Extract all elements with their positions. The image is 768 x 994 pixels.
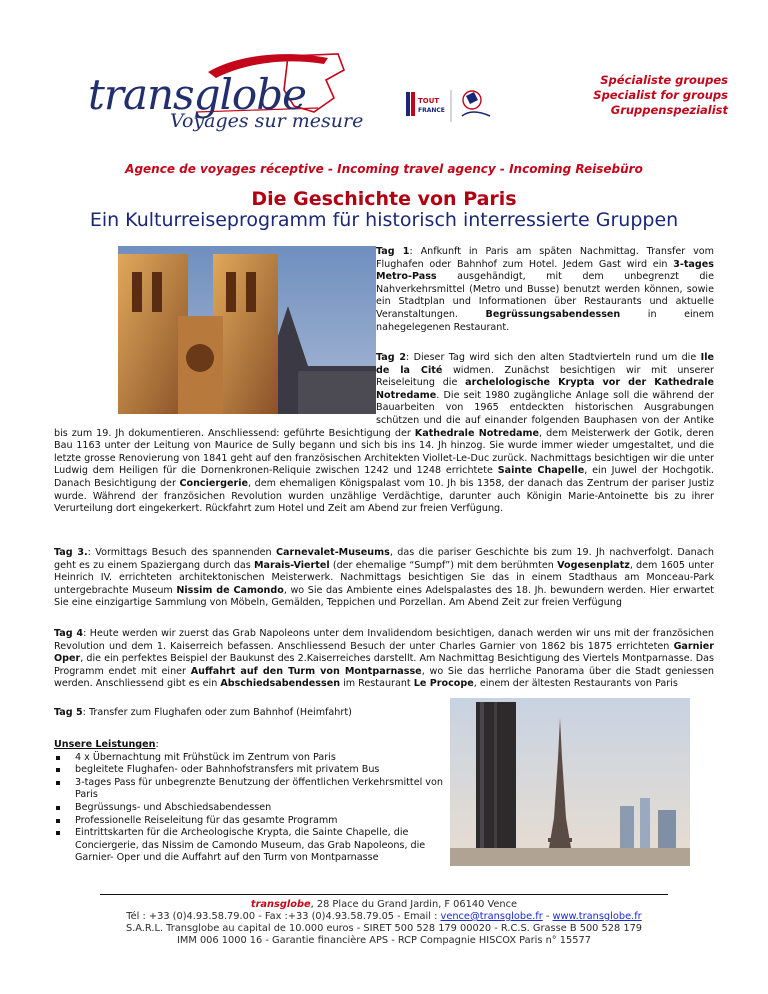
day-highlight: Ile de la Cité: [376, 352, 714, 376]
list-item: Professionelle Reiseleitung für das gesamte Programm: [54, 815, 446, 828]
list-item: begleitete Flughafen- oder Bahnhofstransfers mit privatem Bus: [54, 764, 446, 777]
day-text: : Heute werden wir zuerst das Grab Napoleons unter dem Invalidendom besichtigen, danach werden wir uns mit der französichen Revolution und dem 1. Kaiserreich befassen. Anschliessend Besuch der unter Charles Garnier von 1862 bis 1875 errichteten: [54, 628, 714, 652]
footer-address: , 28 Place du Grand Jardin, F 06140 Vence: [310, 899, 518, 910]
day-1: [376, 246, 714, 334]
day-text: ausgehändigt, mit dem unbegrenzt die Nahverkehrsmittel (Metro und Busse) benutzt werden können, sowie ein Stadtplan und Informationen über Restaurants und aktuelle Veranstaltungen.: [376, 271, 714, 320]
day-highlight: Begrüssungsabendessen: [485, 308, 621, 320]
website-link[interactable]: www.transglobe.fr: [552, 911, 642, 922]
day-highlight: Marais-Viertel: [253, 559, 330, 571]
day-text: widmen. Zunächst besichtigen wir mit unserer Reiseleitung die: [376, 364, 714, 389]
footer-legal-line: S.A.R.L. Transglobe au capital de 10.000 euros - SIRET 500 528 179 00020 - R.C.S. Grasse B 500 528 179: [125, 923, 643, 934]
day-highlight: Conciergerie: [179, 477, 249, 489]
footer-insurance-line: IMM 006 1000 16 - Garantie financière APS - RCP Compagnie HISCOX Paris n° 15577: [177, 935, 591, 946]
svg-text:TOUT: TOUT: [418, 97, 440, 105]
day-text: , wo Sie das Ambiente eines Adelspalastes des 18. Jh. bewundern werden. Hier erwartet Sie eine einzigartige Sammlung von Möbeln, Gemälden, Teppichen und Porzellan. Am Abend Zeit zur freien Verfügung: [54, 584, 714, 609]
day-text: , die ein perfektes Beispiel der Baukunst des 2.Kaiserreiches darstellt. Am Nachmittag Besichtigung des Viertels Montparnasse. Das Programm endet mit einer: [54, 653, 714, 677]
list-item: 3-tages Pass für unbegrenzte Benutzung der öffentlichen Verkehrsmittel von Paris: [54, 777, 446, 802]
services-heading: Unsere Leistungen: [54, 739, 156, 750]
logo-slogan: Voyages sur mesure: [170, 110, 364, 132]
services-section: [54, 739, 446, 865]
day-3: [54, 547, 714, 610]
day-text: . Die seit 1980 zugängliche Anlage soll die während der Bauarbeiten von 1965 entdeckten historischen Ausgrabungen schützen und die auf einander folgenden Bauphasen von der Antike bis zum 19. Jh dokumentieren. Anschliessend: geführte Besichtigung der: [54, 389, 714, 439]
day-label: Tag 3.: [54, 547, 88, 558]
partner-logos: [404, 86, 496, 126]
footer-contact-line: [100, 911, 668, 923]
day-text: in einem nahegelegenen Restaurant.: [376, 308, 714, 333]
day-text: , das die pariser Geschichte bis zum 19. Jh nachverfolgt. Danach geht es zu einem Spaziergang durch das: [54, 547, 714, 571]
list-item: 4 x Übernachtung mit Frühstück im Zentrum von Paris: [54, 752, 446, 765]
day-text: , dem Meisterwerk der Gotik, deren Bau 1163 unter der Leitung von Maurice de Sully begann und sich bis ins 14. Jh hinzog. Sie wurde immer wieder umgestaltet, und die letzte grosse Renovierung von 1841 geht auf den französischen Architekten Viollet-Le-Duc zurück. Nachmittags besichtigen wir die unter Ludwig dem Heiligen für die Dornenkronen-Reliquie zwischen 1242 und 1248 errichtete: [54, 427, 714, 477]
email-link[interactable]: vence@transglobe.fr: [440, 911, 543, 922]
day-highlight: Le Procope: [413, 678, 474, 690]
day-text: : Dieser Tag wird sich den alten Stadtvierteln rund um die: [406, 352, 701, 363]
day-label: Tag 5: [54, 707, 83, 718]
day-text: : Transfer zum Flughafen oder zum Bahnhof (Heimfahrt): [82, 707, 352, 718]
day-highlight: Vogesenplatz: [557, 559, 630, 571]
day-highlight: Kathedrale Notredame: [414, 427, 540, 439]
tagline-de: Gruppenspezialist: [610, 103, 728, 117]
footer-separator: -: [542, 911, 553, 922]
day-text: , ein Juwel der Hochgotik. Danach Besichtigung der: [54, 465, 714, 489]
list-item: Begrüssungs- und Abschiedsabendessen: [54, 802, 446, 815]
footer-brand: transglobe: [250, 899, 311, 910]
services-colon: :: [155, 739, 159, 750]
day-highlight: Abschiedsabendessen: [220, 678, 341, 690]
day-text: im Restaurant: [340, 678, 414, 690]
logo-wordmark: transglobe: [88, 70, 306, 119]
day-4: [54, 628, 714, 691]
day-text: : Vormittags Besuch des spannenden: [87, 547, 276, 558]
footer: [100, 894, 668, 947]
day-highlight: archelologische Krypta vor der Kathedrale Notredame: [376, 377, 714, 401]
day-2: [54, 352, 714, 516]
day-label: Tag 1: [376, 246, 410, 257]
list-item: Eintrittskarten für die Archeologische Krypta, die Sainte Chapelle, die Conciergerie, das Nissim de Camondo Museum, das Grab Napoleons, die Garnier- Oper und die Auffahrt auf den Turm von Montparnasse: [54, 827, 446, 865]
day-text: , einem der ältesten Restaurants von Paris: [473, 678, 678, 690]
services-list: [54, 752, 446, 865]
day-text: , dem 1605 unter Heinrich IV. errichteten architektonischen Meisterwerk. Nachmittags besichtigen Sie das in einem Stadthaus am Monceau-Park untergebrachte Museum: [54, 559, 714, 596]
svg-text:FRANCE: FRANCE: [418, 107, 445, 114]
day-highlight: Garnier Oper: [54, 640, 714, 665]
tagline-fr: Spécialiste groupes: [600, 73, 728, 87]
footer-contact: Tél : +33 (0)4.93.58.79.00 - Fax :+33 (0)4.93.58.79.05 - Email :: [126, 911, 441, 922]
day-text: , dem ehemaligen Königspalast vom 10. Jh bis 1358, der danach das Zentrum der pariser Justiz wurde. Während der französichen Revolution wurden unzählige Verdächtige, darunter auch Königin Marie-Antoinette bis zu ihrer Verurteilung dort eingekerkert. Rückfahrt zum Hotel und Zeit am Abend zur freien Verfügung.: [54, 477, 714, 515]
day-label: Tag 4: [54, 628, 84, 639]
day-highlight: Carnevalet-Museums: [276, 547, 390, 558]
day-highlight: Auffahrt auf den Turm von Montparnasse: [190, 665, 422, 677]
footer-address-line: [100, 899, 668, 911]
day-text: : Anfkunft in Paris am späten Nachmittag. Transfer vom Flughafen oder Bahnhof zum Hotel. Jedem Gast wird ein: [376, 246, 714, 270]
day-label: Tag 2: [376, 352, 406, 363]
agency-line: Agence de voyages réceptive - Incoming travel agency - Incoming Reisebüro: [125, 162, 643, 176]
day-highlight: 3-tages Metro-Pass: [376, 258, 714, 283]
page-subtitle: Ein Kulturreiseprogramm für historisch interressierte Gruppen: [89, 209, 679, 231]
paris-skyline-photo: [450, 698, 690, 866]
tagline-en: Specialist for groups: [593, 88, 728, 102]
specialist-tagline: [593, 73, 728, 118]
day-highlight: Sainte Chapelle: [497, 465, 585, 477]
day-highlight: Nissim de Camondo: [176, 584, 284, 596]
day-text: (der ehemalige “Sumpf”) mit dem berühmten: [329, 559, 558, 571]
day-text: , wo Sie das herrliche Panorama über die Stadt geniessen werden. Anschliessend gibt es ein: [54, 665, 714, 690]
page-title: Die Geschichte von Paris: [251, 188, 517, 210]
